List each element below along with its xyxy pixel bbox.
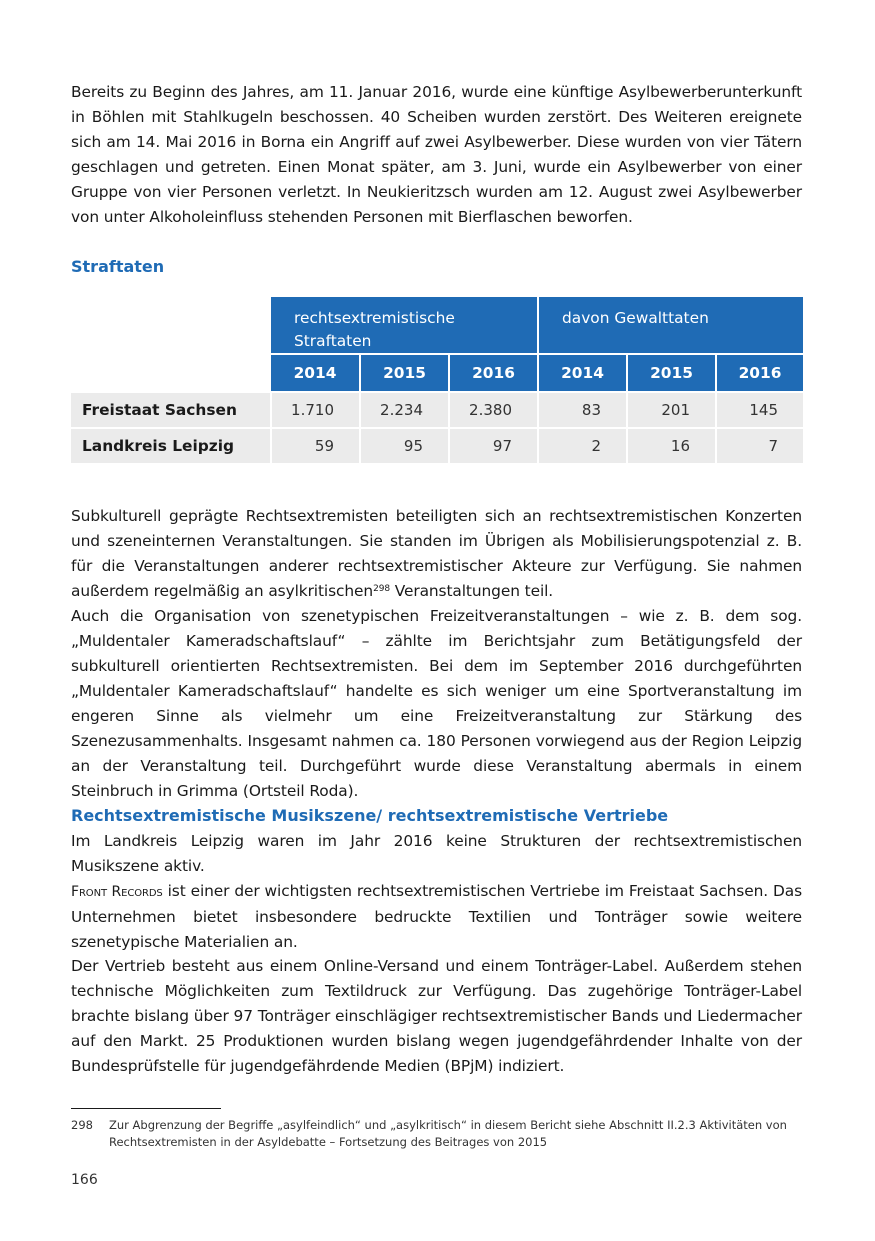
table-year-header: 2016 [449, 354, 538, 392]
table-cell: 83 [538, 392, 627, 428]
table-row-label: Freistaat Sachsen [71, 392, 271, 428]
paragraph-organisation: Auch die Organisation von szenetypischen Freizeitveranstaltungen – wie z. B. dem sog. „Muldentaler Kameradschaftslauf“ – zählte im Berichtsjahr zum Betätigungsfeld der subkulturell orientierten Rechtsextremisten. Bei dem im September 2016 durchgeführten „Muldentaler Kameradschaftslauf“ handelte es sich weniger um eine Sportveranstaltung im engeren Sinne als vielmehr um eine Freizeitveranstaltung zur Stärkung des Szenezusammenhalts. Insgesamt nahmen ca. 180 Personen vorwiegend aus der Region Leipzig an der Veranstaltung teil. Durchgeführt wurde diese Veranstaltung abermals in einem Steinbruch in Grimma (Ortsteil Roda). [71, 607, 802, 800]
paragraph-vertrieb: Der Vertrieb besteht aus einem Online-Versand und einem Tonträger-Label. Außerdem stehen technische Möglichkeiten zum Textildruck zur Verfügung. Das zugehörige Tonträger-Label brachte bislang über 97 Tonträger einschlägiger rechtsextremistischer Bands und Liedermacher auf den Markt. 25 Produktionen wurden bislang wegen jugendgefährdender Inhalte von der Bundesprüfstelle für jugendgefährdende Medien (BPjM) indiziert. [71, 957, 802, 1075]
table-cell: 2.234 [360, 392, 449, 428]
page-number: 166 [71, 1172, 98, 1188]
paragraph-subkultur-text: Subkulturell geprägte Rechtsextremisten beteiligten sich an rechtsextremistischen Konzerten und szeneinternen Veranstaltungen. Sie standen im Übrigen als Mobilisierungspotenzial z. B. für die Veranstaltungen anderer rechtsextremistischer Akteure zur Verfügung. Sie nahmen außerdem regelmäßig an asylkritischen [71, 507, 802, 600]
front-records-name: Front Records [71, 884, 163, 900]
footnote-reference[interactable]: 298 [373, 584, 390, 594]
paragraph-musikszene: Im Landkreis Leipzig waren im Jahr 2016 keine Strukturen der rechtsextremistischen Musikszene aktiv. [71, 832, 802, 875]
table-cell: 97 [449, 428, 538, 463]
table-year-header: 2015 [627, 354, 716, 392]
footnote [71, 1117, 801, 1151]
table-cell: 7 [716, 428, 803, 463]
table-cell: 145 [716, 392, 803, 428]
table-cell: 2 [538, 428, 627, 463]
table-cell: 16 [627, 428, 716, 463]
intro-paragraph: Bereits zu Beginn des Jahres, am 11. Januar 2016, wurde eine künftige Asylbewerberunterkunft in Böhlen mit Stahlkugeln beschossen. 40 Scheiben wurden zerstört. Des Weiteren ereignete sich am 14. Mai 2016 in Borna ein Angriff auf zwei Asylbewerber. Diese wurden von vier Tätern geschlagen und getreten. Einen Monat später, am 3. Juni, wurde ein Asylbewerber von einer Gruppe von vier Personen verletzt. In Neukieritzsch wurden am 12. August zwei Asylbewerber von unter Alkoholeinfluss stehenden Personen mit Bierflaschen beworfen. [71, 83, 802, 226]
table-group-header-straftaten: rechtsextremistische Straftaten [271, 297, 538, 354]
paragraph-front-records [71, 879, 802, 955]
table-row [71, 392, 803, 428]
section-heading-musikszene: Rechtsextremistische Musikszene/ rechtsextremistische Vertriebe [71, 806, 669, 825]
paragraph-front-records-text: ist einer der wichtigsten rechtsextremistischen Vertriebe im Freistaat Sachsen. Das Unternehmen bietet insbesondere bedruckte Textilien und Tonträger sowie weitere szenetypische Materialien an. [71, 882, 802, 951]
footnote-text: Zur Abgrenzung der Begriffe „asylfeindlich“ und „asylkritisch“ in diesem Bericht siehe Abschnitt II.2.3 Aktivitäten von Rechtsextremisten in der Asyldebatte – Fortsetzung des Beitrages von 2015 [109, 1118, 787, 1149]
table-cell: 1.710 [271, 392, 360, 428]
table-year-header: 2014 [271, 354, 360, 392]
table-year-header: 2016 [716, 354, 803, 392]
section-heading-straftaten: Straftaten [71, 257, 165, 276]
footnote-divider [71, 1108, 221, 1109]
table-year-header: 2015 [360, 354, 449, 392]
table-row [71, 428, 803, 463]
table-row-label: Landkreis Leipzig [71, 428, 271, 463]
paragraph-subkultur [71, 504, 802, 604]
table-group-header-gewalttaten: davon Gewalttaten [538, 297, 803, 354]
table-corner [71, 297, 271, 392]
table-cell: 95 [360, 428, 449, 463]
footnote-number: 298 [71, 1118, 93, 1132]
paragraph-subkultur-end: Veranstaltungen teil. [389, 582, 554, 600]
table-cell: 59 [271, 428, 360, 463]
table-cell: 201 [627, 392, 716, 428]
table-cell: 2.380 [449, 392, 538, 428]
crime-statistics-table [71, 297, 803, 463]
table-year-header: 2014 [538, 354, 627, 392]
